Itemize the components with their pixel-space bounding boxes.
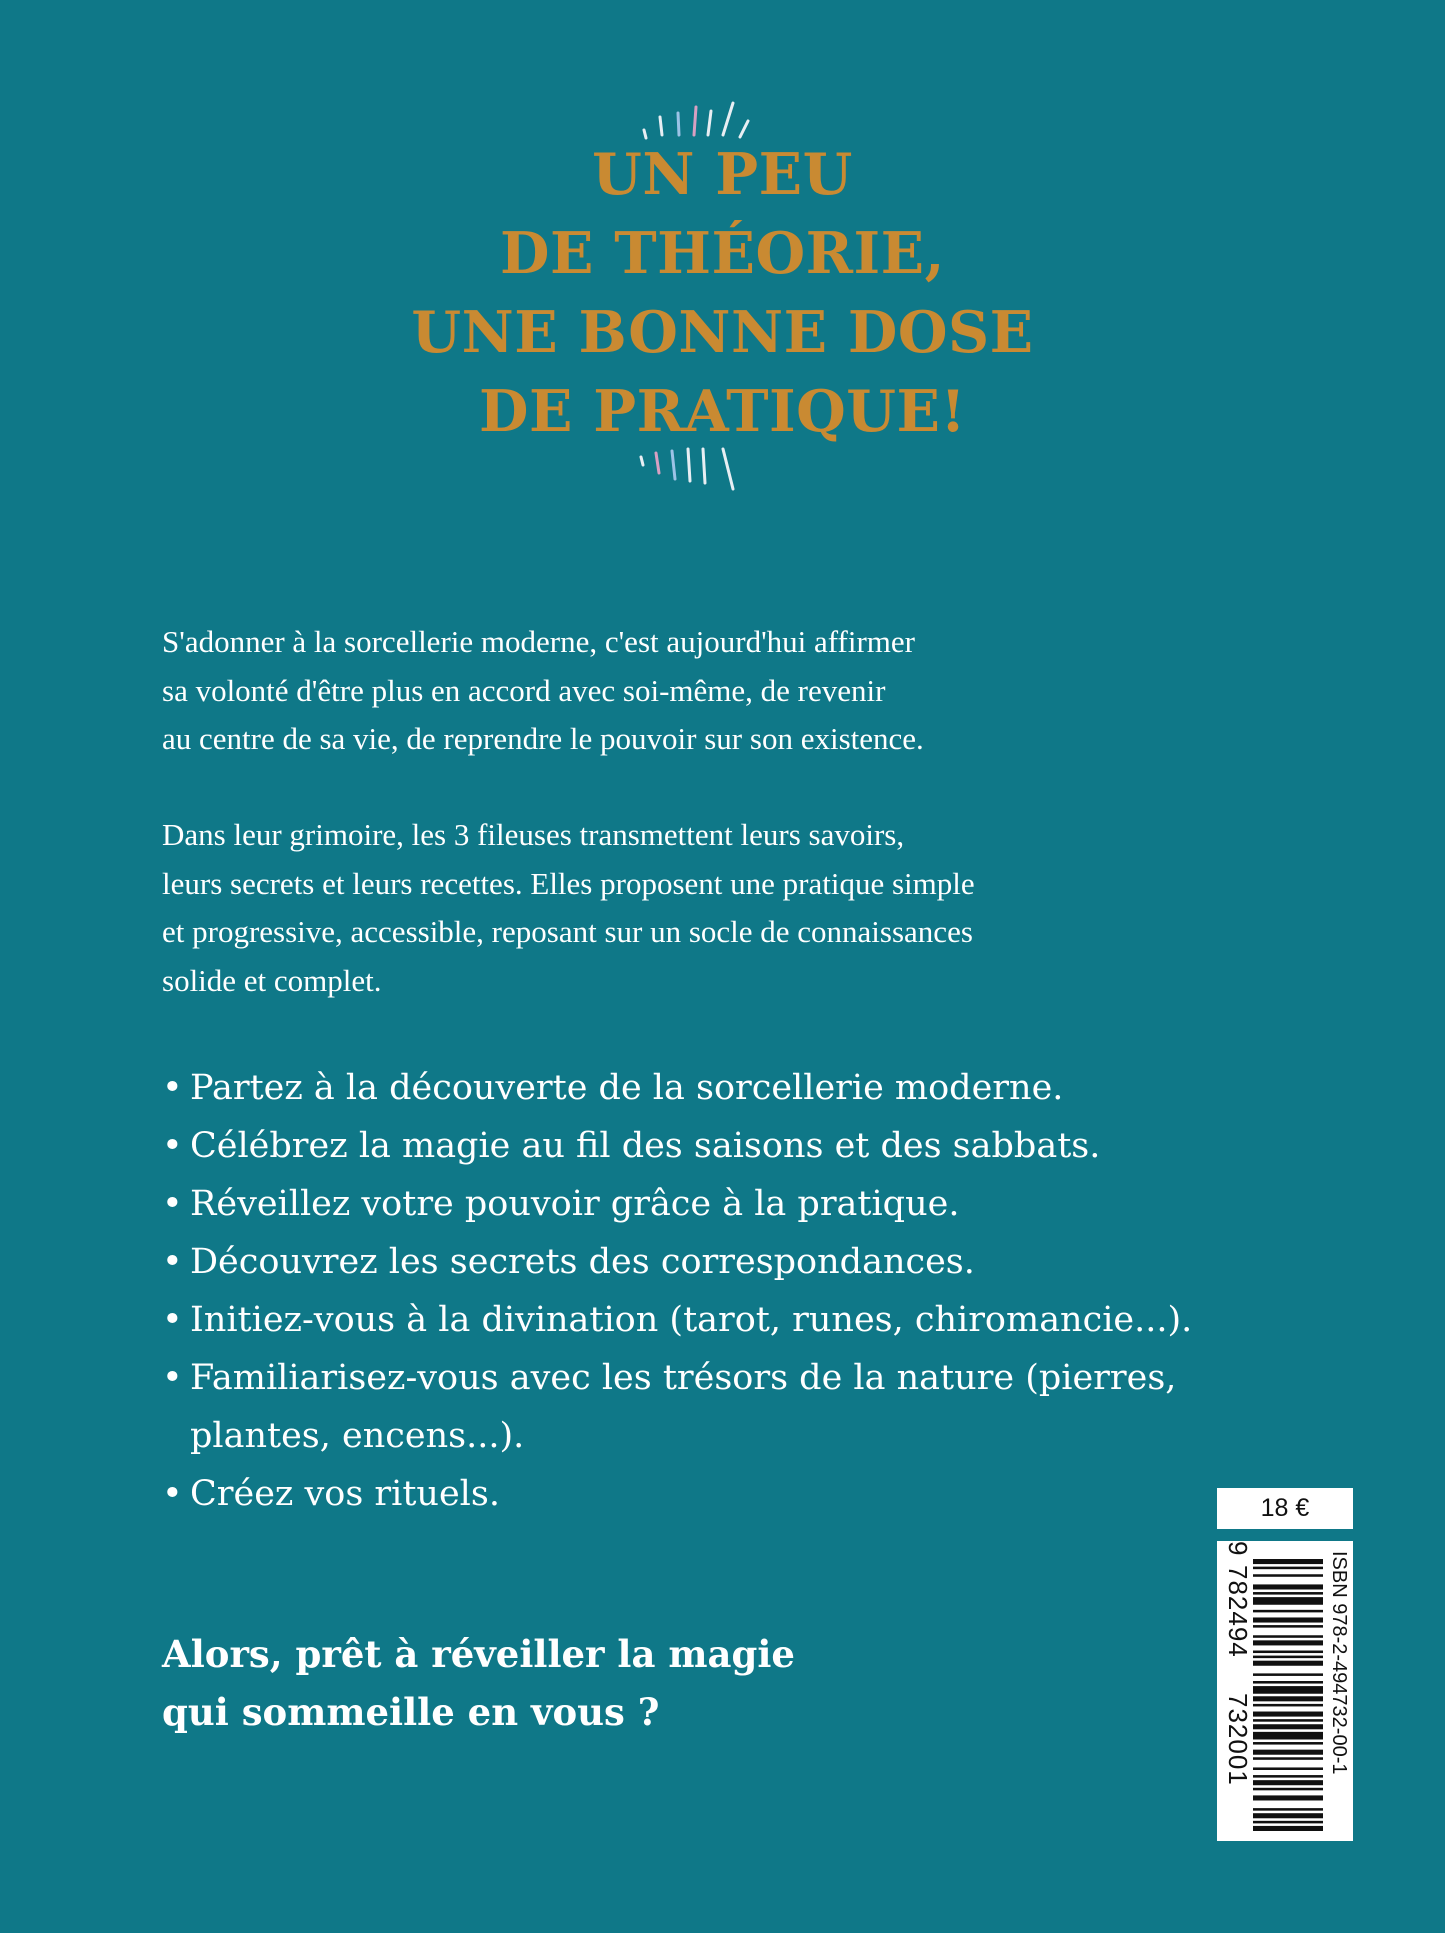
barcode-bar [1253, 1610, 1323, 1613]
barcode-bar [1253, 1742, 1323, 1745]
list-item-text: Célébrez la magie au fil des saisons et des sabbats. [190, 1126, 1101, 1166]
bullet-icon: • [162, 1242, 183, 1282]
ray-line [672, 451, 675, 479]
barcode-bar [1253, 1559, 1323, 1564]
barcode-bar [1253, 1813, 1323, 1818]
list-item-continuation: plantes, encens...). [190, 1416, 525, 1456]
ray-line [723, 449, 733, 489]
barcode-bar [1253, 1775, 1323, 1778]
list-item-text: Découvrez les secrets des correspondances. [190, 1242, 975, 1282]
paragraph-line: Dans leur grimoire, les 3 fileuses transmettent leurs savoirs, [162, 817, 905, 852]
paragraph-line: solide et complet. [162, 962, 382, 998]
paragraph-line: leurs secrets et leurs recettes. Elles proposent une pratique simple [162, 865, 975, 901]
ray-line [708, 111, 711, 135]
barcode-bar [1253, 1640, 1323, 1645]
ray-line [703, 449, 705, 483]
list-item [162, 1175, 1212, 1233]
ray-line [660, 117, 662, 135]
barcode-bars-icon [1253, 1559, 1323, 1831]
barcode-bar [1253, 1719, 1323, 1722]
barcode-bar [1253, 1617, 1323, 1622]
ray-line [688, 449, 690, 481]
barcode-bar [1253, 1724, 1323, 1729]
barcode-bar [1253, 1821, 1323, 1824]
barcode-bar [1253, 1686, 1323, 1694]
bullet-icon: • [162, 1358, 183, 1398]
barcode-bar [1253, 1635, 1323, 1638]
ray-line [723, 103, 733, 135]
barcode-bar [1253, 1704, 1323, 1707]
list-item [162, 1117, 1212, 1175]
ean-digit-group: 9 [1223, 1541, 1253, 1557]
barcode-bar [1253, 1661, 1323, 1666]
list-item-text: Créez vos rituels. [190, 1474, 500, 1514]
headline-line: DE THÉORIE, [500, 220, 945, 287]
closing-line: qui sommeille en vous ? [162, 1690, 660, 1734]
feature-list [162, 1059, 1212, 1523]
list-item [162, 1233, 1212, 1291]
price-tag: 18 € [1217, 1488, 1353, 1529]
headline-line: UNE BONNE DOSE [411, 299, 1034, 366]
ean-digit-group: 732001 [1223, 1693, 1253, 1786]
list-item-text: Partez à la découverte de la sorcellerie moderne. [190, 1068, 1064, 1108]
barcode-bar [1253, 1757, 1323, 1760]
barcode-bar [1253, 1592, 1323, 1595]
list-item [162, 1291, 1212, 1349]
barcode-bar [1253, 1681, 1323, 1684]
paragraph-line: sa volonté d'être plus en accord avec soi-même, de revenir [162, 672, 886, 708]
barcode-bar [1253, 1574, 1323, 1577]
barcode-bar [1253, 1584, 1323, 1589]
barcode-bar [1253, 1651, 1323, 1654]
barcode-bar [1253, 1567, 1323, 1570]
headline [0, 135, 1445, 451]
ray-line [656, 453, 659, 473]
barcode-bar [1253, 1788, 1323, 1791]
description-paragraph [162, 811, 1212, 1005]
isbn-barcode [1217, 1541, 1353, 1841]
barcode-bar [1253, 1597, 1323, 1605]
barcode-bar [1253, 1767, 1323, 1770]
barcode-bar [1253, 1808, 1323, 1811]
closing-line: Alors, prêt à réveiller la magie [162, 1632, 795, 1676]
ean-digit-group: 782494 [1223, 1565, 1253, 1658]
list-item [162, 1465, 1212, 1523]
list-item [162, 1349, 1212, 1465]
headline-line: DE PRATIQUE! [479, 378, 966, 445]
barcode-bar [1253, 1625, 1323, 1628]
intro-paragraph [162, 618, 1212, 764]
barcode-bar [1253, 1673, 1323, 1676]
list-item-text: Initiez-vous à la divination (tarot, runes, chiromancie...). [190, 1300, 1193, 1340]
barcode-rotated-group [1217, 1541, 1353, 1841]
bullet-icon: • [162, 1184, 183, 1224]
decorative-rays-bottom-icon [0, 435, 1445, 505]
ray-line [678, 113, 679, 135]
list-item-text: Réveillez votre pouvoir grâce à la pratique. [190, 1184, 960, 1224]
barcode-bar [1253, 1732, 1323, 1740]
barcode-bar [1253, 1656, 1323, 1659]
barcode-bar [1253, 1712, 1323, 1717]
barcode-bar [1253, 1780, 1323, 1785]
ean-digits [1219, 1541, 1253, 1841]
isbn-label: ISBN 978-2-494732-00-1 [1328, 1551, 1350, 1775]
list-item [162, 1059, 1212, 1117]
bullet-icon: • [162, 1300, 183, 1340]
paragraph-line: S'adonner à la sorcellerie moderne, c'est aujourd'hui affirmer [162, 624, 915, 659]
barcode-bar [1253, 1696, 1323, 1701]
bullet-icon: • [162, 1068, 183, 1108]
headline-line: UN PEU [592, 141, 853, 208]
barcode-bar [1253, 1826, 1323, 1831]
ray-line [641, 457, 643, 465]
bullet-icon: • [162, 1126, 183, 1166]
barcode-bar [1253, 1795, 1323, 1800]
paragraph-line: et progressive, accessible, reposant sur un socle de connaissances [162, 914, 973, 949]
ray-line [694, 107, 696, 135]
bullet-icon: • [162, 1474, 183, 1514]
barcode-bar [1253, 1750, 1323, 1755]
closing-question [162, 1625, 1062, 1741]
paragraph-line: au centre de sa vie, de reprendre le pouvoir sur son existence. [162, 721, 924, 756]
list-item-text: Familiarisez-vous avec les trésors de la nature (pierres, [190, 1358, 1177, 1398]
